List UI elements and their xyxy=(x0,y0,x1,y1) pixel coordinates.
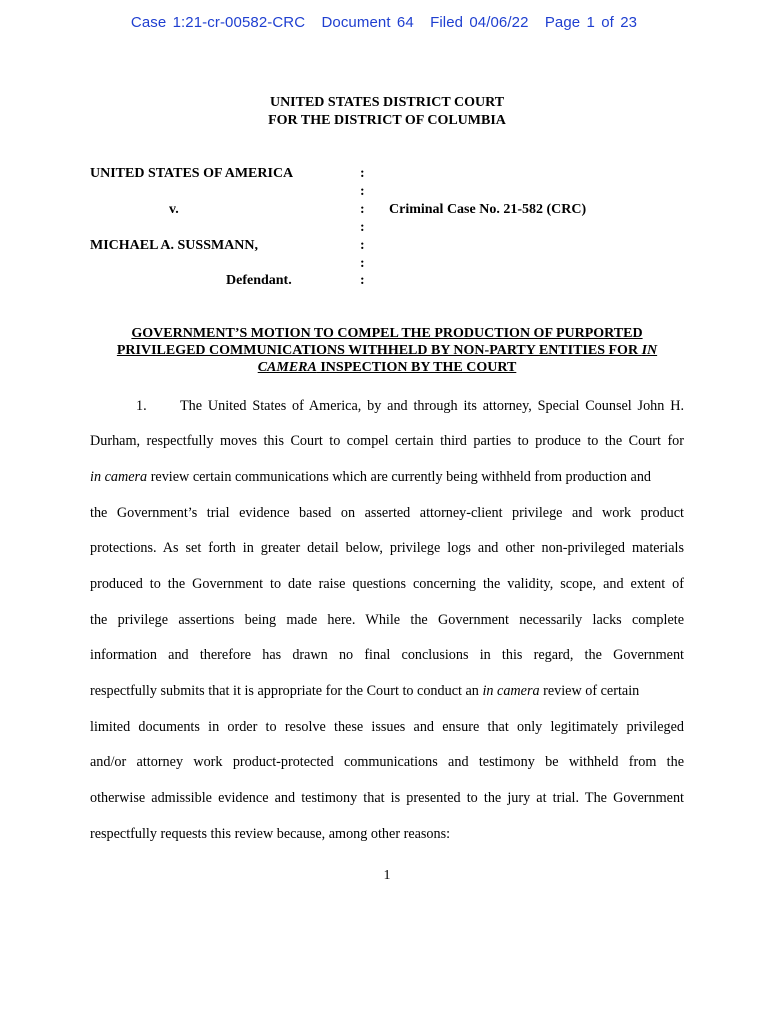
court-name: UNITED STATES DISTRICT COURT xyxy=(269,95,505,110)
document-number-stamp: Document 64 xyxy=(321,14,414,31)
plaintiff-name: UNITED STATES OF AMERICA xyxy=(90,166,294,181)
body-line: respectfully requests this review because, among other reasons: xyxy=(90,826,451,842)
defendant-role-label: Defendant. xyxy=(226,273,292,288)
page-count-stamp: Page 1 of 23 xyxy=(544,14,638,31)
body-line: the Government’s trial evidence based on asserted attorney-client privilege and work product xyxy=(90,505,684,521)
body-line: protections. As set forth in greater detail below, privilege logs and other non-privileged materials xyxy=(90,540,684,556)
caption-colon: : xyxy=(360,202,365,217)
body-italic-text: in camera xyxy=(482,683,540,699)
caption-colon: : xyxy=(360,184,365,199)
filed-date-stamp: Filed 04/06/22 xyxy=(430,14,529,31)
body-line: in camera review certain communications which are currently being withheld from production and xyxy=(90,469,652,485)
body-line: respectfully submits that it is appropriate for the Court to conduct an in camera review of certain xyxy=(90,683,640,699)
defendant-name: MICHAEL A. SUSSMANN, xyxy=(90,238,259,253)
body-line: Durham, respectfully moves this Court to compel certain third parties to produce to the Court for xyxy=(90,433,684,449)
body-italic-text: in camera xyxy=(90,469,148,485)
case-number-stamp: Case 1:21-cr-00582-CRC xyxy=(130,14,306,31)
title-in-italic: IN xyxy=(641,343,658,358)
body-line: limited documents in order to resolve these issues and ensure that only legitimately privileged xyxy=(90,719,684,735)
body-line: information and therefore has drawn no final conclusions in this regard, the Government xyxy=(90,647,684,663)
page-number: 1 xyxy=(383,868,391,883)
court-district: FOR THE DISTRICT OF COLUMBIA xyxy=(268,113,506,128)
criminal-case-number: Criminal Case No. 21-582 (CRC) xyxy=(389,202,587,217)
motion-title xyxy=(90,325,684,376)
title-line-3: INSPECTION BY THE COURT xyxy=(316,360,517,375)
caption-colon: : xyxy=(360,273,365,288)
body-line: produced to the Government to date raise questions concerning the validity, scope, and extent of xyxy=(90,576,684,592)
caption-colon: : xyxy=(360,238,365,253)
title-line-1: GOVERNMENT’S MOTION TO COMPEL THE PRODUCTION OF PURPORTED xyxy=(131,326,643,341)
paragraph-number: 1. xyxy=(136,398,147,414)
body-line: and/or attorney work product-protected communications and testimony be withheld from the xyxy=(90,754,684,770)
versus-label: v. xyxy=(169,202,179,217)
title-line-2: PRIVILEGED COMMUNICATIONS WITHHELD BY NON-PARTY ENTITIES FOR xyxy=(116,343,642,358)
caption-colon: : xyxy=(360,166,365,181)
caption-colon: : xyxy=(360,256,365,271)
body-line: the privilege assertions being made here. While the Government necessarily lacks complete xyxy=(90,612,684,628)
body-line: otherwise admissible evidence and testimony that is presented to the jury at trial. The Government xyxy=(90,790,684,806)
caption-colon: : xyxy=(360,220,365,235)
body-line: 1. The United States of America, by and through its attorney, Special Counsel John H. xyxy=(136,398,684,414)
case-caption xyxy=(0,0,768,300)
title-camera-italic: CAMERA xyxy=(257,360,317,375)
